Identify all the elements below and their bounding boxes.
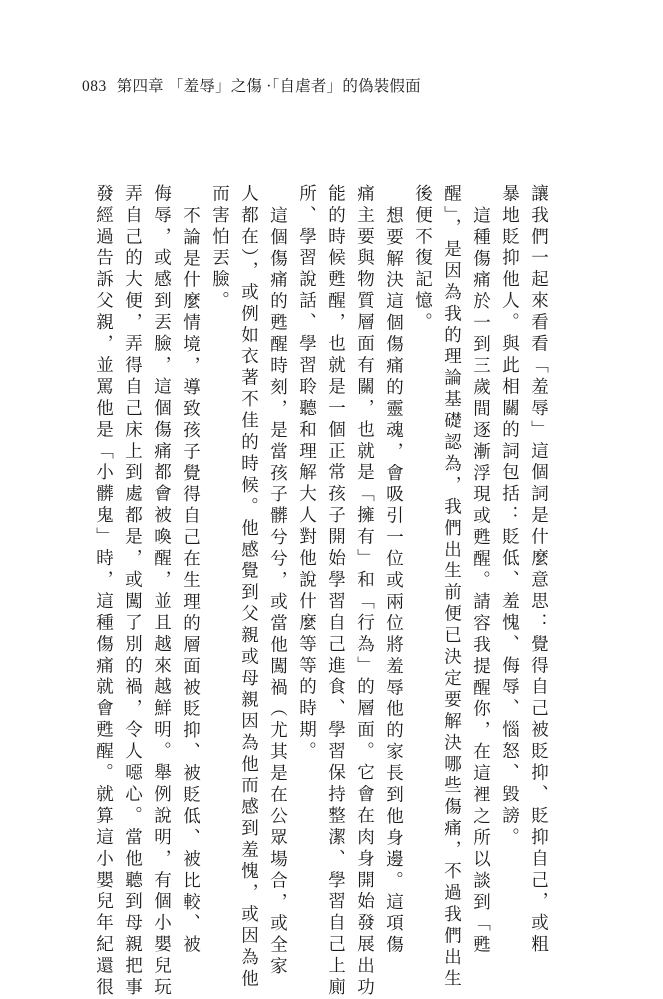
text-column: 不論是什麼情境，導致孩子覺得自己在生理的層面被貶抑、被貶低、被比較、被 [180, 206, 201, 957]
text-column: 人都在），或例如衣著不佳的時候。他感覺到父親或母親因為他而感到羞愧，或因為他 [238, 184, 259, 991]
text-column: 暴地貶抑他人。與此相關的詞包括：貶低、羞愧、侮辱、惱怒、毀謗。 [499, 184, 520, 849]
text-column: 弄自己的大便，弄得自己床上到處都是，或闖了別的禍，令人噁心。當他聽到母親把事 [122, 184, 143, 999]
text-column: 讓我們一起來看看「羞辱」這個詞是什麼意思：覺得自己被貶抑、貶抑自己，或粗 [528, 184, 549, 957]
text-column: 想要解決這個傷痛的靈魂，會吸引一位或兩位將羞辱他的家長到他身邊。這項傷 [383, 206, 404, 957]
page-number: 083 [82, 78, 107, 95]
text-column: 醒」，是因為我的理論基礎認為，我們出生前便已決定要解決哪些傷痛，不過我們出生 [441, 184, 462, 991]
text-column: 發經過告訴父親，並罵他是「小髒鬼」時，這種傷痛就會甦醒。就算這小嬰兒年紀還很 [93, 184, 114, 999]
text-column: 能的時候甦醒，也就是一個正常孩子開始學習自己進食、學習保持整潔、學習自己上廁 [325, 184, 346, 999]
text-column: 這個傷痛的甦醒時刻，是當孩子髒兮兮，或當他闖禍（尤其是在公眾場合，或全家 [267, 206, 288, 979]
text-column: 這種傷痛於一到三歲間逐漸浮現或甦醒。請容我提醒你，在這裡之所以談到「甦 [470, 206, 491, 957]
text-column: 所、學習說話、學習聆聽和理解大人對他說什麼等等的時期。 [296, 184, 317, 764]
running-title: 第四章 「羞辱」之傷 ·「自虐者」的偽裝假面 [116, 78, 421, 95]
text-column: 侮辱，或感到丟臉，這個傷痛都會被喚醒，並且越來越鮮明。舉例說明，有個小嬰兒玩 [151, 184, 172, 999]
text-column: 後便不復記憶。 [412, 184, 433, 335]
text-column: 痛主要與物質層面有關，也就是「擁有」和「行為」的層面。它會在肉身開始發展出功 [354, 184, 375, 999]
text-column: 而害怕丟臉。 [209, 184, 230, 313]
